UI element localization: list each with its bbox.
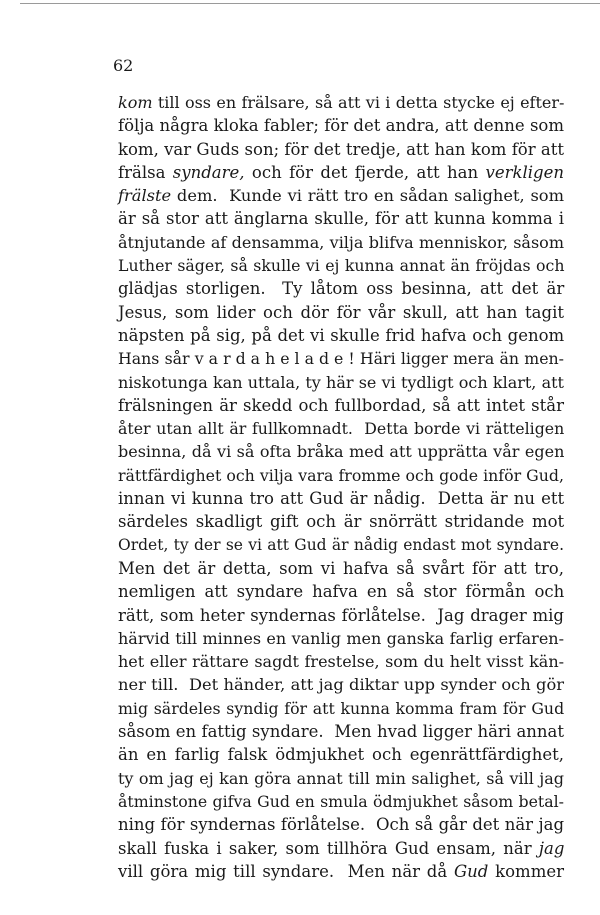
text-line — [118, 207, 564, 230]
text-line — [118, 254, 564, 277]
text-line — [118, 604, 564, 627]
text-segment: frälsningen är skedd och fullbordad, så att intet står — [118, 395, 564, 415]
text-line — [118, 394, 564, 417]
text-segment: kommer — [488, 861, 565, 881]
text-line — [118, 161, 564, 184]
text-segment: än en farlig falsk ödmjukhet och egenrättfärdighet, — [118, 745, 564, 765]
text-segment: nemligen att syndare hafva en så stor förmån och — [118, 582, 565, 602]
text-segment: frälsa — [118, 162, 173, 182]
text-segment: Luther säger, så skulle vi ej kunna annat än fröjdas och — [118, 256, 565, 276]
text-line — [118, 837, 564, 860]
top-rule — [20, 3, 600, 4]
text-line — [118, 91, 564, 114]
text-segment: särdeles skadligt gift och är snörrätt stridande mot — [118, 512, 565, 532]
text-line — [118, 510, 564, 533]
text-line — [118, 720, 564, 743]
text-line — [118, 138, 564, 161]
text-line — [118, 790, 564, 813]
text-line — [118, 860, 564, 883]
text-segment: besinna, då vi så ofta bråka med att upprätta vår egen — [118, 442, 565, 462]
italic-text: verkligen — [485, 162, 564, 182]
text-segment: innan vi kunna tro att Gud är nådig. Detta är nu ett — [118, 489, 565, 509]
text-line — [118, 184, 564, 207]
text-segment: vill göra mig till syndare. Men när då — [118, 861, 454, 881]
text-line — [118, 813, 564, 836]
text-line — [118, 487, 564, 510]
text-segment: het eller rättare sagdt frestelse, som du helt visst kän- — [118, 652, 565, 672]
text-segment: åter utan allt är fullkomnadt. Detta borde vi rätteligen — [118, 419, 565, 439]
page-number: 62 — [113, 56, 134, 75]
text-segment: åtnjutande af densamma, vilja blifva menniskor, såsom — [118, 232, 564, 252]
text-segment: niskotunga kan uttala, ty här se vi tydligt och klart, att — [118, 372, 564, 392]
italic-text: Gud — [453, 861, 489, 881]
text-line — [118, 580, 564, 603]
text-line — [118, 114, 564, 137]
text-segment: glädjas storligen. Ty låtom oss besinna, att det är — [118, 279, 565, 299]
text-segment: ner till. Det händer, att jag diktar upp synder och gör — [118, 675, 564, 695]
text-segment: såsom en fattig syndare. Men hvad ligger häri annat — [118, 722, 564, 742]
text-line — [118, 627, 564, 650]
text-line — [118, 697, 564, 720]
text-segment: Men det är detta, som vi hafva så svårt för att tro, — [118, 558, 564, 578]
text-line — [118, 534, 564, 557]
text-line — [118, 301, 564, 324]
italic-text: frälste — [118, 186, 172, 206]
text-line — [118, 767, 564, 790]
body-text — [118, 91, 564, 883]
text-segment: ning för syndernas förlåtelse. Och så går det när jag — [118, 815, 565, 835]
text-segment: skall fuska i saker, som tillhöra Gud ensam, när — [118, 838, 539, 858]
text-line — [118, 464, 564, 487]
text-line — [118, 277, 564, 300]
text-line — [118, 650, 564, 673]
text-segment: mig särdeles syndig för att kunna komma fram för Gud — [118, 698, 565, 718]
text-segment: och för det fjerde, att han — [244, 162, 486, 182]
text-line — [118, 743, 564, 766]
text-segment: dem. Kunde vi rätt tro en sådan salighet, som — [171, 186, 564, 206]
text-segment: Hans sår — [118, 349, 195, 369]
italic-text: kom — [118, 93, 153, 112]
text-segment: kom, var Guds son; för det tredje, att han kom för att — [118, 139, 564, 159]
text-line — [118, 557, 564, 580]
italic-text: jag — [538, 838, 565, 858]
text-line — [118, 417, 564, 440]
text-line — [118, 324, 564, 347]
text-segment: åtminstone gifva Gud en smula ödmjukhet såsom betal- — [118, 791, 564, 811]
text-segment: ! Häri ligger mera än men- — [348, 349, 564, 369]
text-line — [118, 371, 564, 394]
text-line — [118, 347, 564, 370]
text-segment: är så stor att änglarna skulle, för att kunna komma i — [118, 209, 564, 229]
italic-text: syndare, — [172, 162, 245, 182]
text-line — [118, 440, 564, 463]
text-segment: näpsten på sig, på det vi skulle frid hafva och genom — [118, 325, 565, 345]
text-segment: Ordet, ty der se vi att Gud är nådig endast mot syndare. — [118, 535, 564, 554]
text-segment: ty om jag ej kan göra annat till min salighet, så vill jag — [118, 768, 564, 788]
text-segment: rätt, som heter syndernas förlåtelse. Jag drager mig — [118, 605, 564, 625]
text-segment: härvid till minnes en vanlig men ganska farlig erfaren- — [118, 628, 564, 648]
text-line — [118, 673, 564, 696]
text-segment: följa några kloka fabler; för det andra, att denne som — [118, 116, 564, 136]
text-line — [118, 231, 564, 254]
text-segment: till oss en frälsare, så att vi i detta stycke ej efter- — [152, 93, 565, 112]
spaced-text: vardahelade — [194, 349, 349, 369]
text-segment: Jesus, som lider och dör för vår skull, att han tagit — [118, 302, 564, 322]
text-segment: rättfärdighet och vilja vara fromme och gode inför Gud, — [118, 465, 564, 485]
